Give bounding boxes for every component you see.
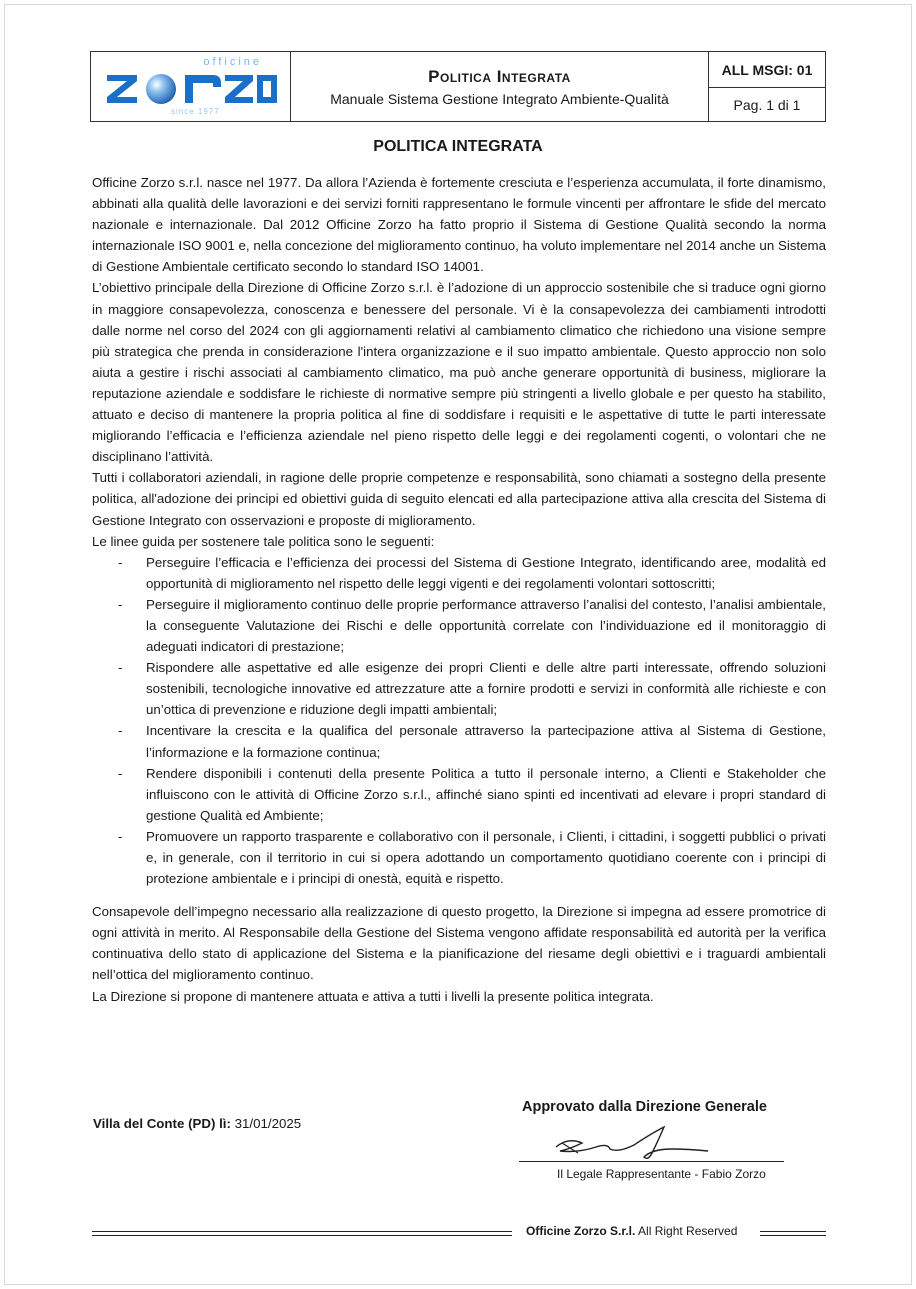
zorzo-logo-icon [103, 67, 279, 107]
approval-heading: Approvato dalla Direzione Generale [522, 1099, 767, 1115]
place-date [93, 1116, 301, 1131]
legal-representative: Il Legale Rappresentante - Fabio Zorzo [557, 1167, 766, 1181]
document-code: ALL MSGI: 01 [709, 52, 825, 88]
list-item: - Incentivare la crescita e la qualifica del personale attraverso la partecipazione attiva al Sistema di Gestione, l’informazione e la formazione continua; [92, 720, 826, 762]
guidelines-list [92, 552, 826, 890]
list-item: - Promuovere un rapporto trasparente e collaborativo con il personale, i Clienti, i cittadini, i soggetti pubblici o privati e, in generale, con il territorio in cui si opera adottando un comportamento quotidiano coerente con i principi di protezione ambientale e i principi di onestà, equità e rispetto. [92, 826, 826, 889]
footer-rights: All Right Reserved [638, 1224, 738, 1238]
logo-officine-text: officine [203, 56, 262, 68]
list-item: - Perseguire il miglioramento continuo delle proprie performance attraverso l’analisi del contesto, l’analisi ambientale, la conseguente Valutazione dei Rischi e delle opportunità correlate con l’individuazione ed il monitoraggio di adeguati indicatori di prestazione; [92, 594, 826, 657]
list-item: - Rispondere alle aspettative ed alle esigenze dei propri Clienti e delle altre parti interessate, offrendo soluzioni sostenibili, tecnologiche innovative ed attrezzature atte a fornire prodotti e servizi in conformità alle richieste e con un’ottica di prevenzione e riduzione degli impatti ambientali; [92, 657, 826, 720]
header-subtitle: Manuale Sistema Gestione Integrato Ambiente-Qualità [330, 90, 669, 107]
list-item: - Rendere disponibili i contenuti della presente Politica a tutto il personale interno, a Clienti e Stakeholder che influiscono con le attività di Officine Zorzo s.r.l., affinché siano spinti ed incentivati ad elevare i propri standard di gestione Qualità ed Ambiente; [92, 763, 826, 826]
document-body [92, 172, 826, 1007]
document-title: POLITICA INTEGRATA [373, 138, 543, 155]
footer-company: Officine Zorzo S.r.l. [526, 1224, 636, 1238]
place-label: Villa del Conte (PD) lì: [93, 1116, 231, 1131]
footer-divider-right [760, 1231, 826, 1236]
header-title-cell [291, 52, 709, 121]
company-logo [91, 52, 291, 121]
date-value: 31/01/2025 [234, 1116, 302, 1131]
paragraph-guidelines-intro: Le linee guida per sostenere tale politica sono le seguenti: [92, 533, 435, 549]
page-number: Pag. 1 di 1 [733, 96, 801, 113]
paragraph-intro: Officine Zorzo s.r.l. nasce nel 1977. Da allora l’Azienda è fortemente cresciuta e l’esperienza accumulata, il forte dinamismo, abbinati alla qualità delle lavorazioni e dei servizi forniti rappresentano le formule vincenti per affrontare le sfide del mercato nazionale e internazionale. Dal 2012 Officine Zorzo ha fatto proprio il Sistema di Gestione Qualità secondo la norma internazionale ISO 9001 e, nella concezione del miglioramento continuo, ha voluto implementare nel 2014 anche un Sistema di Gestione Ambientale certificato secondo lo standard ISO 14001. [92, 175, 826, 275]
paragraph-collaborators: Tutti i collaboratori aziendali, in ragione delle proprie competenze e responsabilità, sono chiamati a sostegno della presente politica, all'adozione dei principi ed obiettivi guida di seguito elencati ed alla partecipazione attiva alla crescita del Sistema di Gestione Integrato con osservazioni e proposte di miglioramento. [92, 470, 826, 528]
document-header [90, 51, 826, 122]
signature-line [519, 1161, 784, 1162]
logo-since-text: since 1977 [171, 107, 220, 116]
paragraph-final: La Direzione si propone di mantenere attuata e attiva a tutti i livelli la presente politica integrata. [92, 988, 654, 1004]
header-title: Politica Integrata [428, 66, 571, 86]
list-item: - Perseguire l’efficacia e l’efficienza dei processi del Sistema di Gestione Integrato, identificando aree, modalità ed opportunità di miglioramento nel rispetto delle leggi vigenti e dei regolamenti volontari sottoscritti; [92, 552, 826, 594]
footer-divider-left [92, 1231, 512, 1236]
paragraph-objective: L’obiettivo principale della Direzione di Officine Zorzo s.r.l. è l’adozione di un approccio sostenibile che si traduce ogni giorno in maggiore consapevolezza, conoscenza e benessere del personale. Vi è la consapevolezza dei cambiamenti introdotti dalle norme nel corso del 2024 con gli aggiornamenti relativi al cambiamento climatico che richiedono una visione sempre più strategica che prenda in considerazione l'intera organizzazione e il suo impatto ambientale. Questo approccio non solo aiuta a gestire i rischi associati al cambiamento climatico, ma può anche generare opportunità di business, migliorare la reputazione aziendale e soddisfare le richieste di normative sempre più stringenti a livello globale e per questo ha stabilito, attuato e deciso di mantenere la propria politica al fine di soddisfare i requisiti e le aspettative di tutte le parti interessate migliorando l’efficacia e l’efficienza aziendale nel pieno rispetto delle leggi e dei regolamenti cogenti, o volontari che ne disciplinano l’attività. [92, 280, 826, 465]
footer-copyright [526, 1224, 737, 1238]
paragraph-commitment: Consapevole dell’impegno necessario alla realizzazione di questo progetto, la Direzione si impegna ad essere promotrice di ogni attività in merito. Al Responsabile della Gestione del Sistema vengono affidate responsabilità ed autorità per la verifica continuativa dello stato di applicazione del Sistema e la pianificazione del riesame degli obiettivi e i traguardi ambientali nell’ottica del miglioramento continuo. [92, 904, 826, 983]
signature-icon [548, 1123, 718, 1163]
header-ref-cell [709, 52, 825, 121]
